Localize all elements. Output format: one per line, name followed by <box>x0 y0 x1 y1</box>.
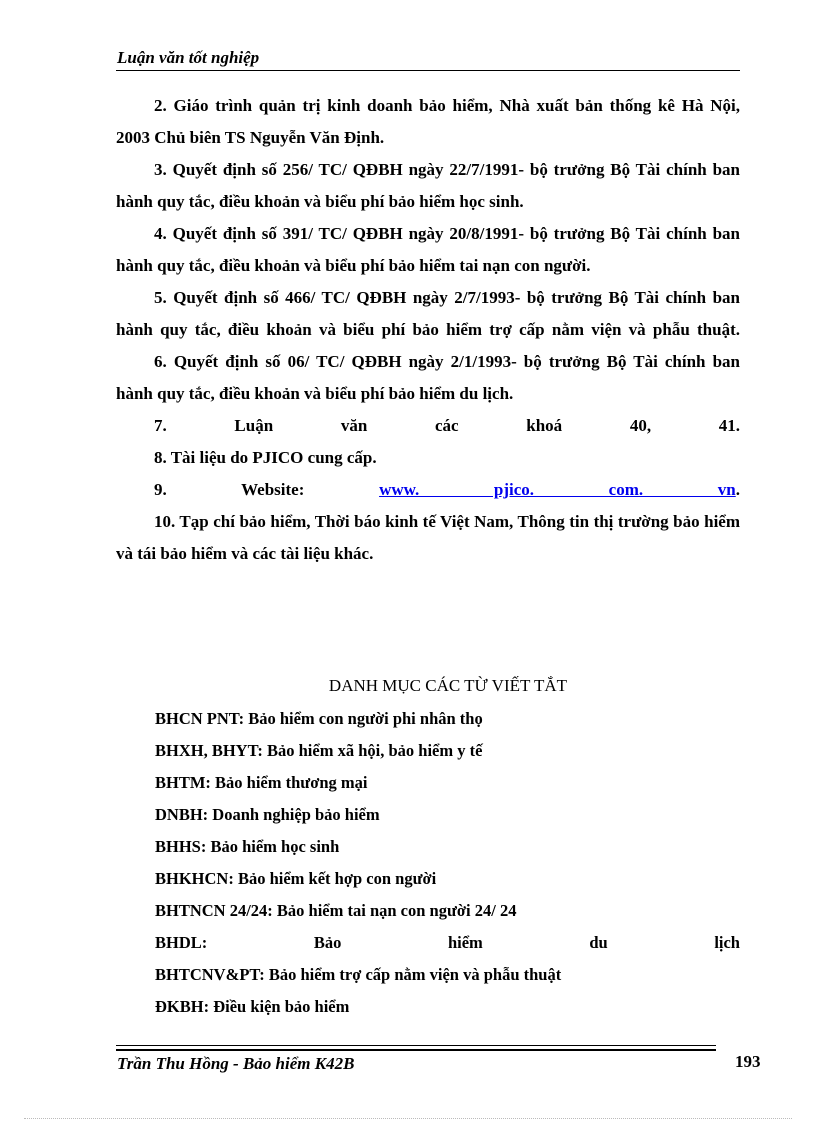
reference-item-10: 10. Tạp chí bảo hiểm, Thời báo kinh tế Việt Nam, Thông tin thị trường bảo hiểm và tái bảo hiểm và các tài liệu khác. <box>116 512 740 563</box>
header-rule <box>116 70 740 71</box>
reference-item-2: 2. Giáo trình quản trị kinh doanh bảo hiểm, Nhà xuất bản thống kê Hà Nội, 2003 Chủ biên TS Nguyễn Văn Định. <box>116 96 740 147</box>
abbreviations-list <box>155 703 740 1023</box>
reference-item-9 <box>116 474 740 506</box>
footer-author: Trần Thu Hồng - Bảo hiểm K42B <box>117 1054 355 1073</box>
footer-rule <box>116 1045 716 1046</box>
reference-item-7: 7. Luận văn các khoá 40, 41. <box>154 416 740 435</box>
reference-item-3: 3. Quyết định số 256/ TC/ QĐBH ngày 22/7/1991- bộ trưởng Bộ Tài chính ban hành quy tắc, điều khoản và biểu phí bảo hiểm học sinh. <box>116 160 740 211</box>
page-header-title: Luận văn tốt nghiệp <box>117 48 260 67</box>
reference-item-8: 8. Tài liệu do PJICO cung cấp. <box>154 448 377 467</box>
reference-item-5: 5. Quyết định số 466/ TC/ QĐBH ngày 2/7/1993- bộ trưởng Bộ Tài chính ban hành quy tắc, điều khoản và biểu phí bảo hiểm trợ cấp nằm viện và phẫu thuật. <box>116 288 740 339</box>
abbreviation-item: BHTCNV&PT: Bảo hiểm trợ cấp nằm viện và phẫu thuật <box>155 965 562 984</box>
page-number: 193 <box>735 1052 761 1071</box>
abbreviations-title: DANH MỤC CÁC TỪ VIẾT TẮT <box>328 676 568 695</box>
abbreviation-item: BHKHCN: Bảo hiểm kết hợp con người <box>155 869 437 888</box>
abbreviation-item: BHXH, BHYT: Bảo hiểm xã hội, bảo hiểm y tế <box>155 741 483 760</box>
abbreviation-item: BHCN PNT: Bảo hiểm con người phi nhân thọ <box>155 709 483 728</box>
abbreviation-item: BHHS: Bảo hiểm học sinh <box>155 837 340 856</box>
abbreviation-item: BHTM: Bảo hiểm thương mại <box>155 773 368 792</box>
abbreviation-item: BHTNCN 24/24: Bảo hiểm tai nạn con người 24/ 24 <box>155 901 517 920</box>
abbreviation-item: BHDL: Bảo hiểm du lịch <box>155 933 740 952</box>
reference-list <box>116 90 740 570</box>
footer-rule-thick <box>116 1049 716 1051</box>
reference-item-9-period: . <box>735 480 740 499</box>
abbreviation-item: DNBH: Doanh nghiệp bảo hiểm <box>155 805 380 824</box>
abbreviation-item: ĐKBH: Điều kiện bảo hiểm <box>155 997 350 1016</box>
page-bottom-border <box>24 1118 792 1119</box>
reference-item-9-label: 9. Website: <box>154 480 305 499</box>
reference-item-6: 6. Quyết định số 06/ TC/ QĐBH ngày 2/1/1993- bộ trưởng Bộ Tài chính ban hành quy tắc, điều khoản và biểu phí bảo hiểm du lịch. <box>116 352 740 403</box>
website-link[interactable]: www. pjico. com. vn <box>379 480 736 499</box>
reference-item-4: 4. Quyết định số 391/ TC/ QĐBH ngày 20/8/1991- bộ trưởng Bộ Tài chính ban hành quy tắc, điều khoản và biểu phí bảo hiểm tai nạn con người. <box>116 224 740 275</box>
